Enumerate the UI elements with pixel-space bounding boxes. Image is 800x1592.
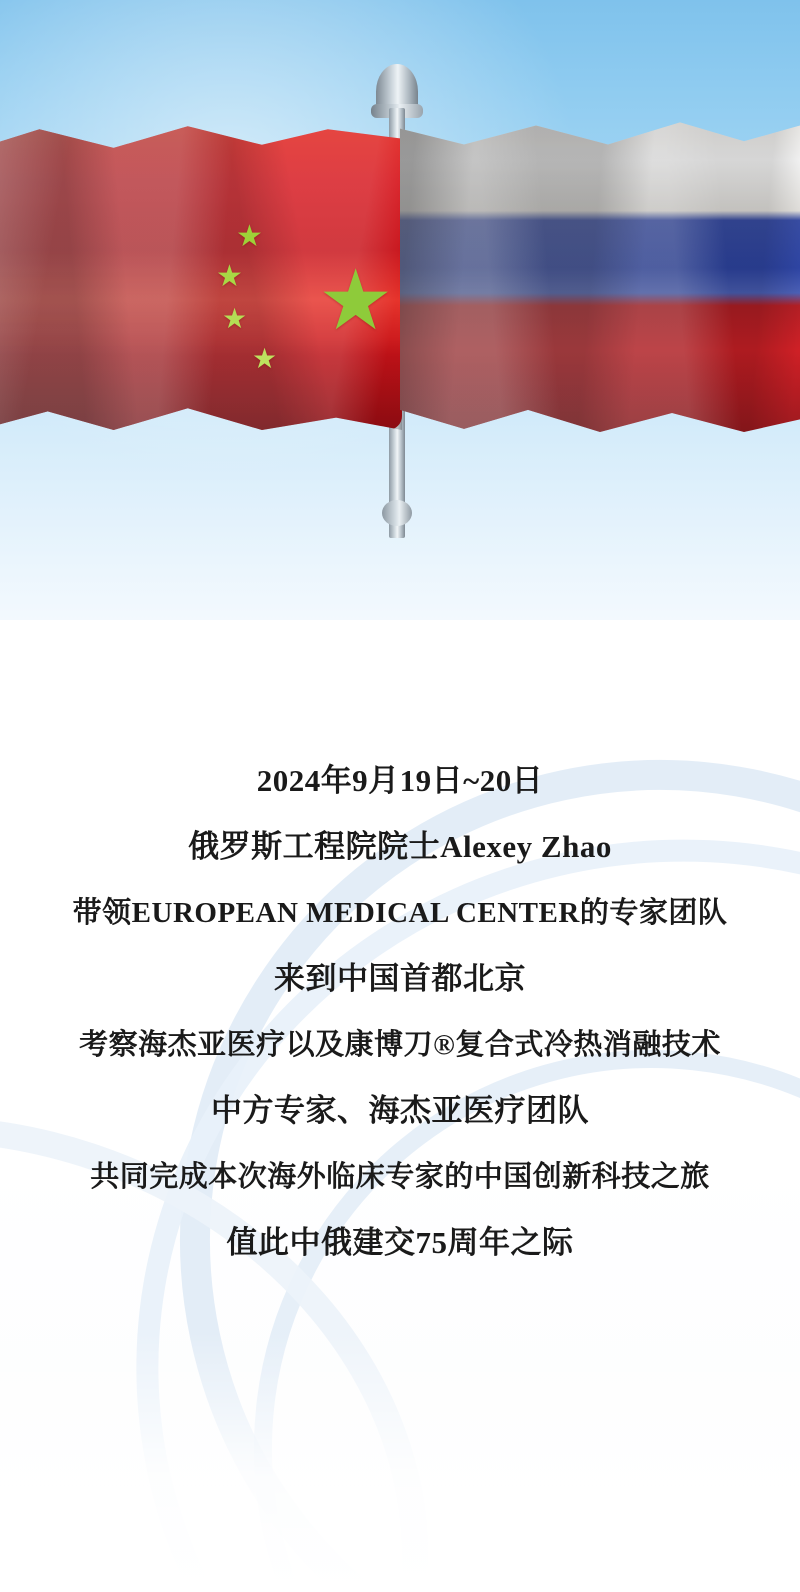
poster-text-line: 带领EUROPEAN MEDICAL CENTER的专家团队 <box>72 897 728 929</box>
china-flag <box>0 110 400 440</box>
flag-pole-knot <box>382 500 412 526</box>
poster-text-line: 共同完成本次海外临床专家的中国创新科技之旅 <box>90 1161 710 1193</box>
russia-flag <box>400 110 800 440</box>
poster-text-line: 来到中国首都北京 <box>274 961 526 996</box>
flag-pole-cap-icon <box>376 64 418 110</box>
bottom-fade <box>0 1332 800 1592</box>
poster-text-line: 值此中俄建交75周年之际 <box>226 1225 574 1260</box>
poster-text-line: 俄罗斯工程院院士Alexey Zhao <box>188 829 612 864</box>
russia-flag-folds <box>400 116 800 432</box>
poster-text-line: 2024年9月19日~20日 <box>256 763 544 798</box>
poster-text-line: 中方专家、海杰亚医疗团队 <box>211 1093 589 1128</box>
flags-group <box>0 110 800 470</box>
poster-text-block <box>0 748 800 1276</box>
poster-text-line: 考察海杰亚医疗以及康博刀®复合式冷热消融技术 <box>79 1029 721 1061</box>
